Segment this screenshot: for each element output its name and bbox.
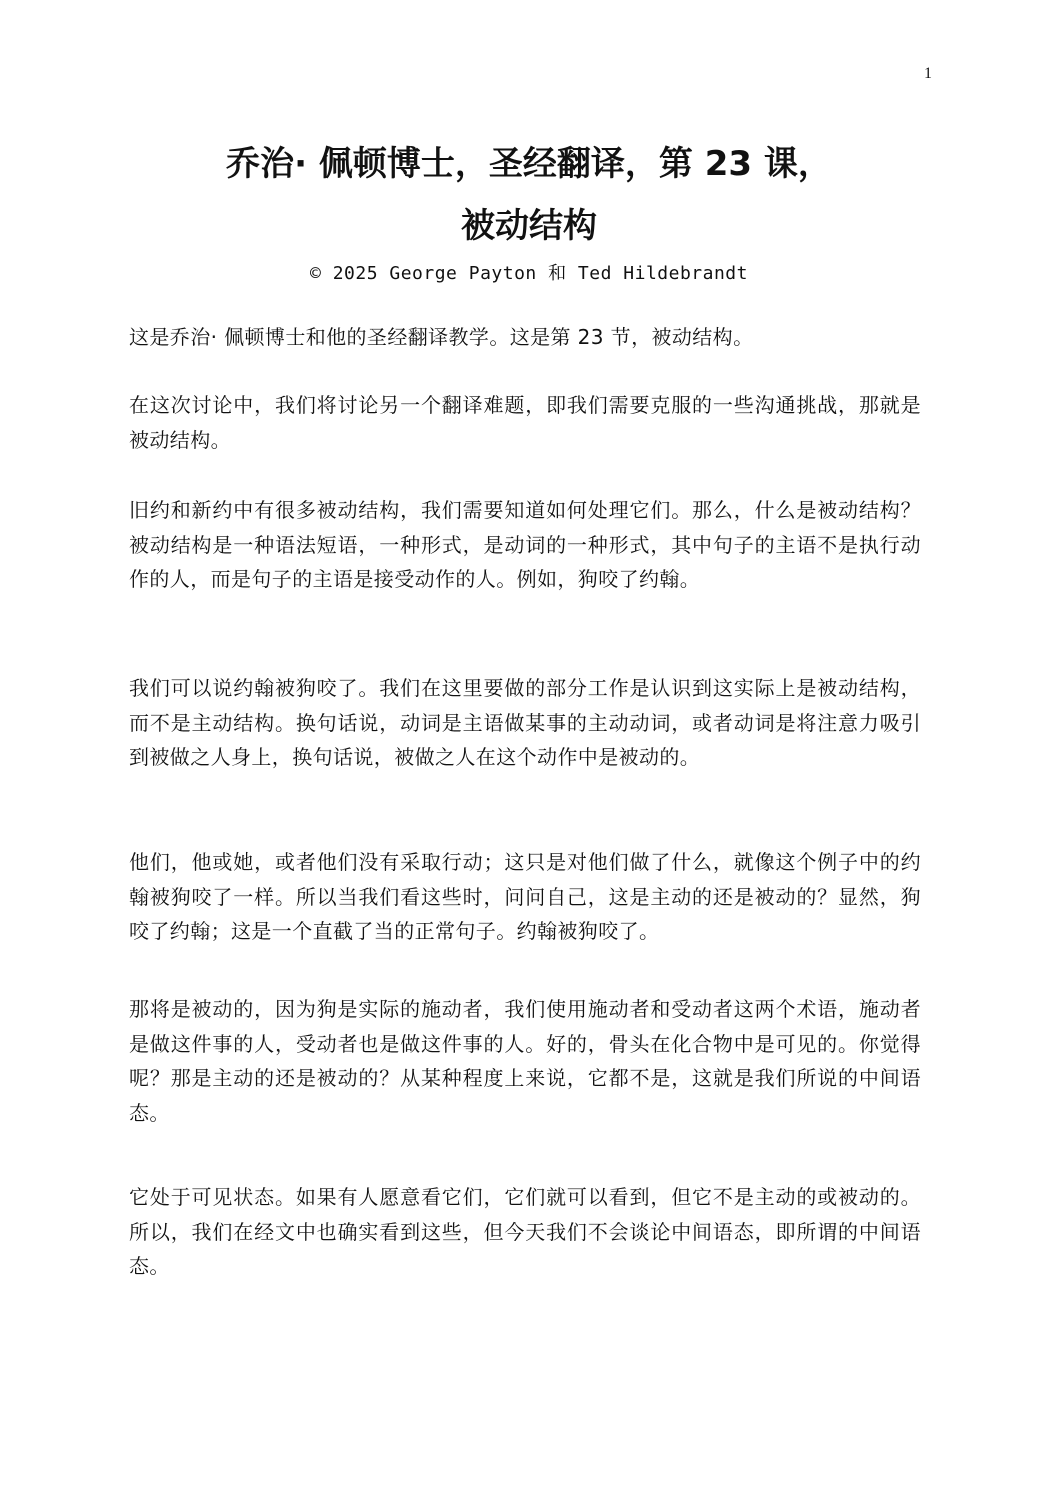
copyright-notice: © 2025 George Payton 和 Ted Hildebrandt <box>310 263 748 284</box>
paragraph: 它处于可见状态。如果有人愿意看它们，它们就可以看到，但它不是主动的或被动的。所以，我们在经文中也确实看到这些，但今天我们不会谈论中间语态，即所谓的中间语态。 <box>129 1185 921 1278</box>
paragraph: 在这次讨论中，我们将讨论另一个翻译难题，即我们需要克服的一些沟通挑战，那就是被动结构。 <box>129 393 921 452</box>
paragraph: 他们，他或她，或者他们没有采取行动；这只是对他们做了什么，就像这个例子中的约翰被狗咬了一样。所以当我们看这些时，问问自己，这是主动的还是被动的？显然，狗咬了约翰；这是一个直截了当的正常句子。约翰被狗咬了。 <box>129 850 921 943</box>
paragraph: 旧约和新约中有很多被动结构，我们需要知道如何处理它们。那么，什么是被动结构？被动结构是一种语法短语，一种形式，是动词的一种形式，其中句子的主语不是执行动作的人，而是句子的主语是接受动作的人。例如，狗咬了约翰。 <box>129 498 921 591</box>
paragraph: 这是乔治· 佩顿博士和他的圣经翻译教学。这是第 23 节，被动结构。 <box>129 325 754 349</box>
page-number: 1 <box>924 65 932 82</box>
document-title-line-2: 被动结构 <box>461 206 597 246</box>
paragraph: 那将是被动的，因为狗是实际的施动者，我们使用施动者和受动者这两个术语，施动者是做这件事的人，受动者也是做这件事的人。好的，骨头在化合物中是可见的。你觉得呢？那是主动的还是被动的？从某种程度上来说，它都不是，这就是我们所说的中间语态。 <box>129 997 921 1125</box>
document-title-line-1: 乔治· 佩顿博士，圣经翻译，第 23 课， <box>226 144 832 184</box>
paragraph: 我们可以说约翰被狗咬了。我们在这里要做的部分工作是认识到这实际上是被动结构，而不是主动结构。换句话说，动词是主语做某事的主动动词，或者动词是将注意力吸引到被做之人身上，换句话说，被做之人在这个动作中是被动的。 <box>129 676 921 769</box>
